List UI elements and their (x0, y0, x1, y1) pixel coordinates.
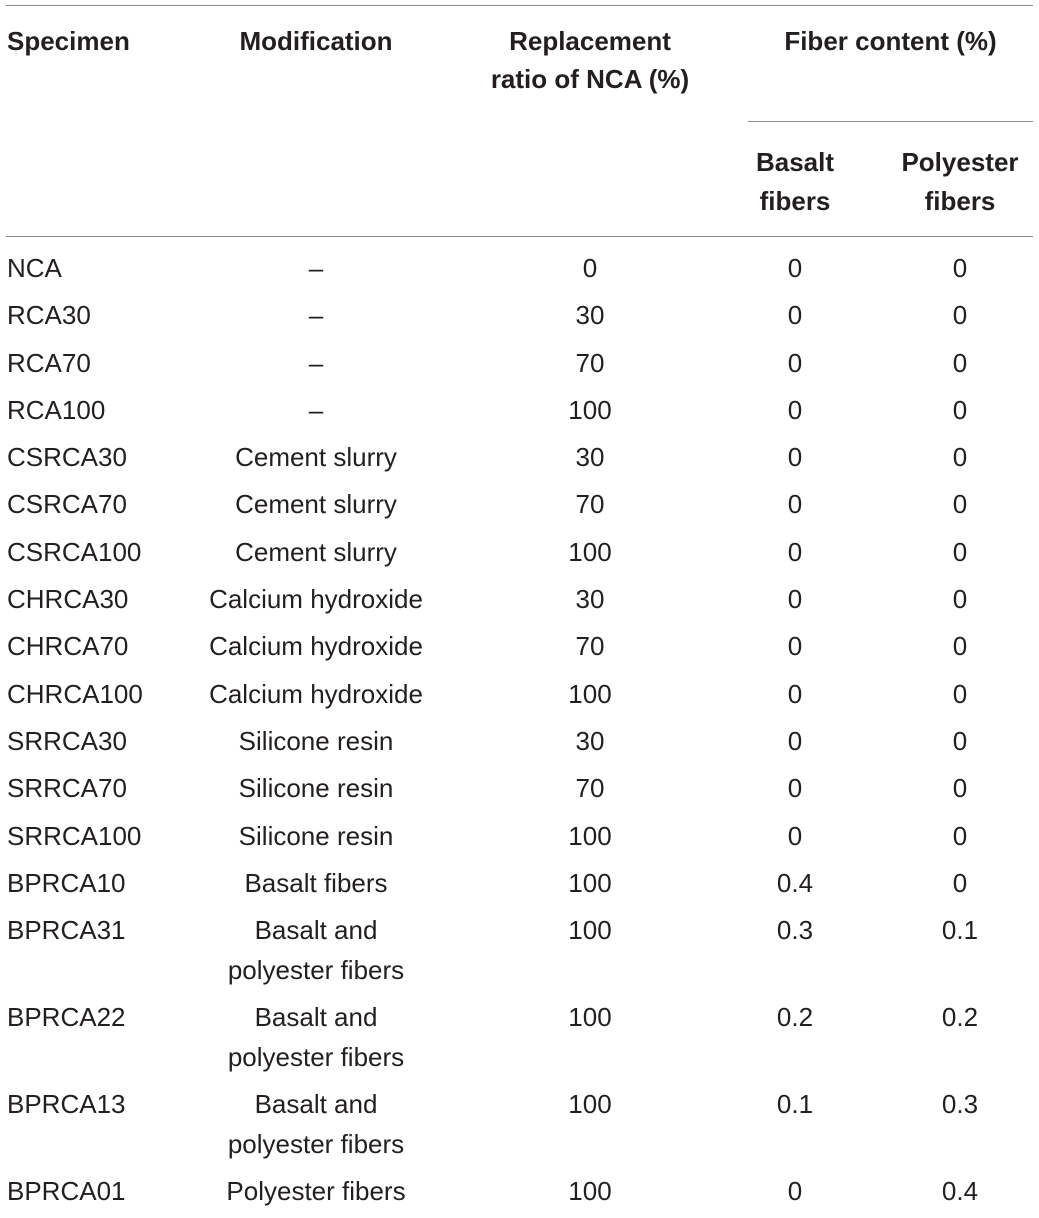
cell-polyester-fibers: 0 (952, 300, 968, 331)
cell-polyester-fibers: 0 (952, 631, 968, 662)
cell-specimen: CSRCA30 (7, 442, 127, 473)
cell-specimen: BPRCA31 (7, 915, 126, 946)
cell-specimen: NCA (7, 253, 62, 283)
cell-specimen: BPRCA10 (7, 867, 126, 898)
header-basalt-line2: fibers (759, 186, 831, 216)
header-basalt-line1: Basalt (755, 147, 835, 177)
cell-replacement-ratio: 70 (575, 489, 605, 520)
cell-polyester-fibers: 0 (952, 442, 968, 473)
cell-replacement-ratio: 100 (568, 394, 612, 425)
header-replacement-line2: ratio of NCA (%) (490, 64, 690, 94)
cell-replacement-ratio: 100 (568, 915, 612, 946)
cell-specimen: BPRCA22 (7, 1002, 126, 1033)
cell-specimen: CHRCA30 (7, 584, 129, 615)
modification-line: Basalt and (254, 1089, 378, 1120)
cell-specimen: CSRCA70 (7, 489, 127, 520)
modification-line: – (308, 347, 324, 378)
modification-line: Cement slurry (235, 442, 397, 473)
cell-specimen: SRRCA30 (7, 725, 127, 756)
cell-specimen: SRRCA100 (7, 820, 142, 851)
table-top-rule (6, 5, 1033, 6)
cell-modification (170, 1171, 462, 1211)
cell-basalt-fibers: 0 (787, 442, 803, 473)
cell-polyester-fibers: 0 (952, 536, 968, 567)
table-row (0, 626, 1039, 673)
cell-modification (170, 579, 462, 619)
cell-specimen: RCA70 (7, 347, 91, 378)
cell-basalt-fibers: 0 (787, 1176, 803, 1207)
table-row (0, 437, 1039, 484)
header-specimen: Specimen (7, 26, 130, 56)
cell-modification (170, 484, 462, 524)
cell-modification (170, 863, 462, 903)
modification-line: polyester fibers (227, 1129, 405, 1160)
cell-replacement-ratio: 100 (568, 820, 612, 851)
cell-modification (170, 674, 462, 714)
cell-specimen: SRRCA70 (7, 773, 127, 804)
cell-specimen: CHRCA100 (7, 678, 143, 709)
cell-modification (170, 390, 462, 430)
cell-basalt-fibers: 0 (787, 300, 803, 331)
modification-line: Basalt fibers (244, 867, 388, 898)
cell-basalt-fibers: 0 (787, 820, 803, 851)
cell-modification (170, 532, 462, 572)
modification-line: polyester fibers (227, 1042, 405, 1073)
cell-polyester-fibers: 0 (952, 867, 968, 898)
cell-polyester-fibers: 0 (952, 253, 968, 283)
modification-line: Cement slurry (235, 536, 397, 567)
cell-polyester-fibers: 0 (952, 347, 968, 378)
modification-line: Silicone resin (238, 725, 394, 756)
cell-polyester-fibers: 0.2 (941, 1002, 979, 1033)
fiber-content-rule (748, 121, 1033, 122)
cell-polyester-fibers: 0.4 (941, 1176, 979, 1207)
table-row (0, 343, 1039, 390)
cell-basalt-fibers: 0 (787, 394, 803, 425)
cell-basalt-fibers: 0 (787, 678, 803, 709)
cell-basalt-fibers: 0 (787, 631, 803, 662)
table-row (0, 997, 1039, 1084)
cell-replacement-ratio: 70 (575, 347, 605, 378)
cell-polyester-fibers: 0 (952, 584, 968, 615)
modification-line: Basalt and (254, 1002, 378, 1033)
cell-basalt-fibers: 0 (787, 253, 803, 283)
table-row (0, 248, 1039, 295)
table-row (0, 863, 1039, 910)
cell-polyester-fibers: 0 (952, 394, 968, 425)
cell-basalt-fibers: 0.4 (776, 867, 814, 898)
cell-polyester-fibers: 0.3 (941, 1089, 979, 1120)
modification-line: Calcium hydroxide (209, 631, 423, 662)
table-row (0, 816, 1039, 863)
cell-replacement-ratio: 100 (568, 536, 612, 567)
modification-line: Cement slurry (235, 489, 397, 520)
table-row (0, 674, 1039, 721)
cell-replacement-ratio: 70 (575, 631, 605, 662)
cell-modification (170, 768, 462, 808)
cell-specimen: CSRCA100 (7, 536, 142, 567)
table-row (0, 484, 1039, 531)
cell-basalt-fibers: 0 (787, 489, 803, 520)
table-row (0, 295, 1039, 342)
cell-basalt-fibers: 0 (787, 725, 803, 756)
cell-specimen: CHRCA70 (7, 631, 129, 662)
header-fiber-content: Fiber content (%) (784, 26, 997, 56)
cell-replacement-ratio: 30 (575, 584, 605, 615)
modification-line: Polyester fibers (226, 1176, 406, 1207)
cell-polyester-fibers: 0 (952, 678, 968, 709)
cell-replacement-ratio: 100 (568, 1176, 612, 1207)
cell-specimen: RCA30 (7, 300, 91, 331)
cell-polyester-fibers: 0.1 (941, 915, 979, 946)
modification-line: Silicone resin (238, 820, 394, 851)
modification-line: Basalt and (254, 915, 378, 946)
cell-replacement-ratio: 100 (568, 867, 612, 898)
cell-modification (170, 343, 462, 383)
cell-modification (170, 910, 462, 990)
modification-line: – (308, 253, 324, 283)
cell-basalt-fibers: 0.3 (776, 915, 814, 946)
cell-modification (170, 997, 462, 1077)
table-row (0, 768, 1039, 815)
modification-line: Calcium hydroxide (209, 584, 423, 615)
cell-basalt-fibers: 0 (787, 584, 803, 615)
cell-basalt-fibers: 0.2 (776, 1002, 814, 1033)
cell-replacement-ratio: 100 (568, 1089, 612, 1120)
modification-line: polyester fibers (227, 955, 405, 986)
cell-polyester-fibers: 0 (952, 725, 968, 756)
cell-specimen: BPRCA13 (7, 1089, 126, 1120)
modification-line: Silicone resin (238, 773, 394, 804)
cell-basalt-fibers: 0 (787, 773, 803, 804)
cell-replacement-ratio: 30 (575, 442, 605, 473)
cell-polyester-fibers: 0 (952, 820, 968, 851)
header-bottom-rule (6, 236, 1033, 237)
modification-line: Calcium hydroxide (209, 678, 423, 709)
cell-modification (170, 626, 462, 666)
cell-replacement-ratio: 0 (582, 253, 598, 283)
table-row (0, 910, 1039, 997)
header-polyester-line1: Polyester (901, 147, 1019, 177)
cell-replacement-ratio: 100 (568, 678, 612, 709)
table-row (0, 721, 1039, 768)
cell-modification (170, 816, 462, 856)
header-replacement-line1: Replacement (509, 26, 671, 56)
modification-line: – (308, 300, 324, 331)
cell-modification (170, 1084, 462, 1164)
cell-modification (170, 721, 462, 761)
cell-specimen: BPRCA01 (7, 1176, 126, 1207)
cell-basalt-fibers: 0 (787, 347, 803, 378)
table-row (0, 579, 1039, 626)
cell-modification (170, 248, 462, 288)
cell-modification (170, 295, 462, 335)
table-row (0, 1084, 1039, 1171)
table-row (0, 532, 1039, 579)
cell-modification (170, 437, 462, 477)
cell-basalt-fibers: 0.1 (776, 1089, 814, 1120)
cell-replacement-ratio: 30 (575, 300, 605, 331)
table-body (0, 248, 1039, 1218)
cell-replacement-ratio: 100 (568, 1002, 612, 1033)
cell-polyester-fibers: 0 (952, 773, 968, 804)
cell-basalt-fibers: 0 (787, 536, 803, 567)
table-row (0, 390, 1039, 437)
cell-replacement-ratio: 30 (575, 725, 605, 756)
cell-replacement-ratio: 70 (575, 773, 605, 804)
table-row (0, 1171, 1039, 1218)
header-polyester-line2: fibers (924, 186, 996, 216)
header-modification: Modification (239, 26, 393, 56)
cell-polyester-fibers: 0 (952, 489, 968, 520)
cell-specimen: RCA100 (7, 394, 106, 425)
modification-line: – (308, 394, 324, 425)
